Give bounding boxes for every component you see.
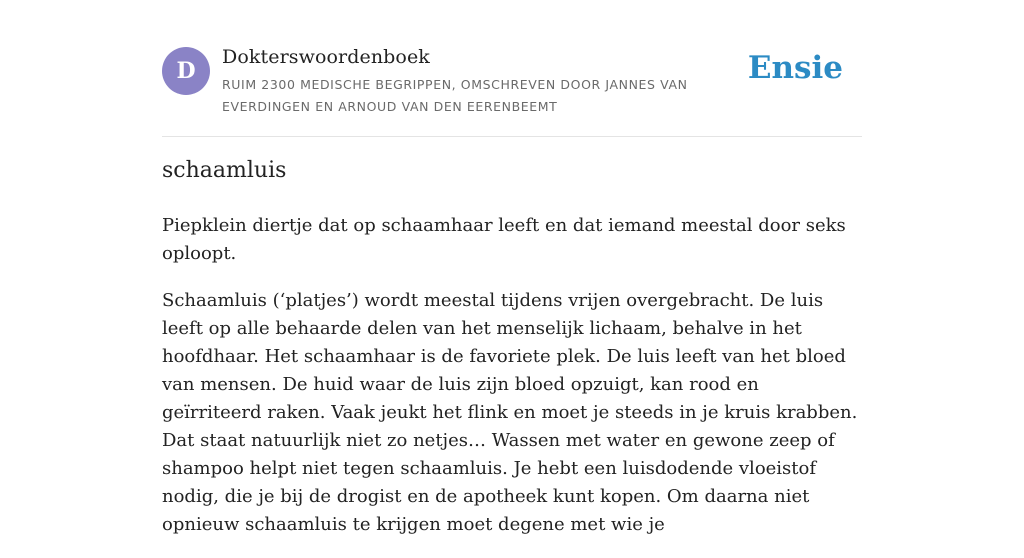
source-name-link[interactable]: Dokterswoordenboek <box>222 46 430 68</box>
source-avatar[interactable]: D <box>162 47 210 95</box>
ensie-logo[interactable]: Ensie <box>747 50 843 86</box>
entry-definition: Piepklein diertje dat op schaamhaar leeft en dat iemand meestal door seks oploopt. <box>162 215 846 264</box>
source-header <box>162 44 862 137</box>
source-subtitle: RUIM 2300 MEDISCHE BEGRIPPEN, OMSCHREVEN DOOR JANNES VAN EVERDINGEN EN ARNOUD VAN DEN EERENBEEMT <box>222 77 688 114</box>
entry-title: schaamluis <box>162 158 287 183</box>
entry-content <box>162 212 862 558</box>
entry-explanation: Schaamluis (‘platjes’) wordt meestal tijdens vrijen overgebracht. De luis leeft op alle behaarde delen van het menselijk lichaam, behalve in het hoofdhaar. Het schaamhaar is de favoriete plek. De luis leeft van het bloed van mensen. De huid waar de luis zijn bloed opzuigt, kan rood en geïrriteerd raken. Vaak jeukt het flink en moet je steeds in je kruis krabben. Dat staat natuurlijk niet zo netjes… Wassen met water en gewone zeep of shampoo helpt niet tegen schaamluis. Je hebt een luisdodende vloeistof nodig, die je bij de drogist en de apotheek kunt kopen. Om daarna niet opnieuw schaamluis te krijgen moet degene met wie je <box>162 290 858 535</box>
